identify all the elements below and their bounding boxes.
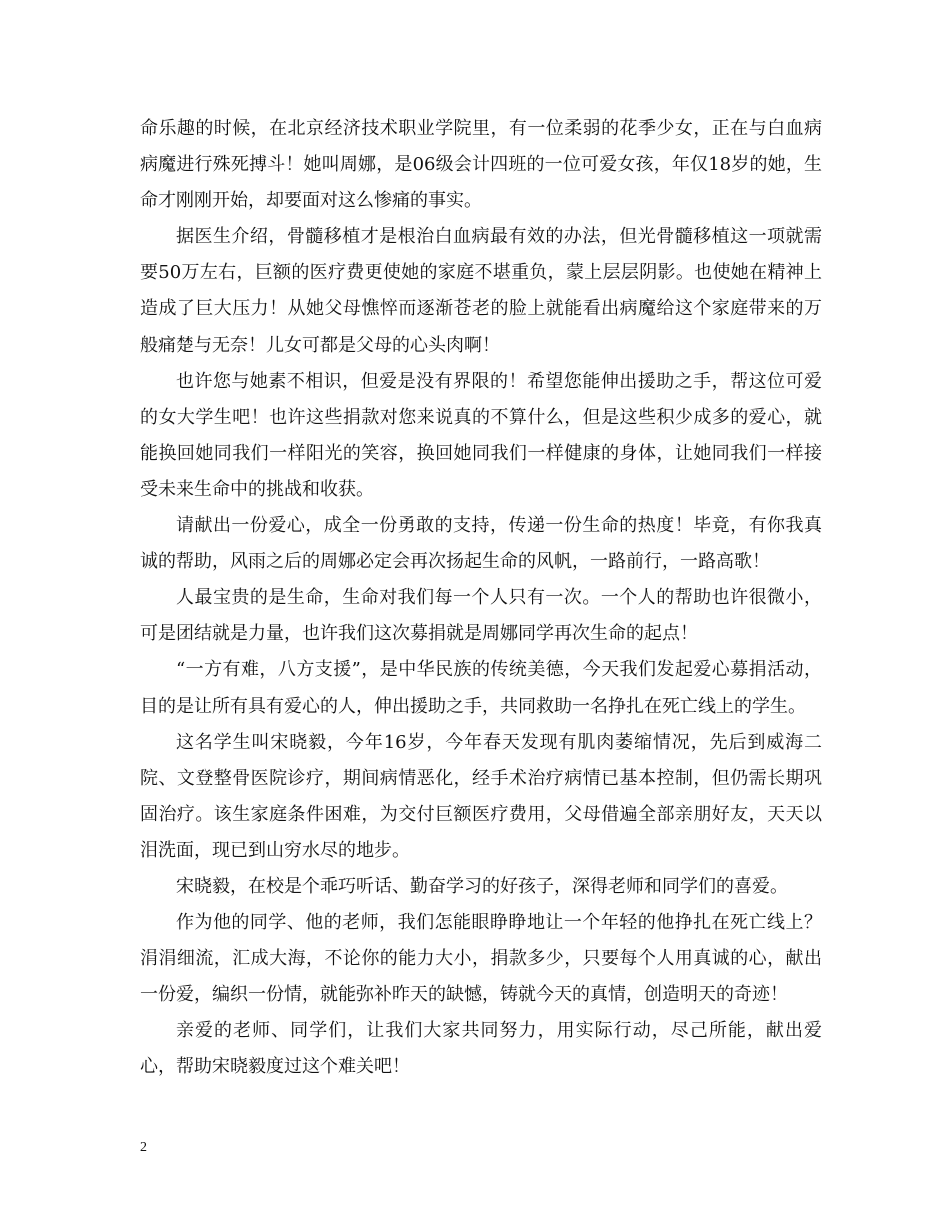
paragraph: 作为他的同学、他的老师，我们怎能眼睁睁地让一个年轻的他挣扎在死亡线上？涓涓细流，汇成大海，不论你的能力大小，捐款多少，只要每个人用真诚的心，献出一份爱，编织一份情，就能弥补昨天的缺憾，铸就今天的真情，创造明天的奇迹！	[140, 912, 822, 1006]
paragraph: “一方有难，八方支援”，是中华民族的传统美德，今天我们发起爱心募捐活动，目的是让所有具有爱心的人，伸出援助之手，共同救助一名挣扎在死亡线上的学生。	[140, 659, 822, 717]
paragraph-continued: 命乐趣的时候，在北京经济技术职业学院里，有一位柔弱的花季少女，正在与白血病病魔进行殊死搏斗！她叫周娜，是06级会计四班的一位可爱女孩，年仅18岁的她，生命才刚刚开始，却要面对这么惨痛的事实。	[140, 118, 822, 212]
paragraph: 人最宝贵的是生命，生命对我们每一个人只有一次。一个人的帮助也许很微小，可是团结就是力量，也许我们这次募捐就是周娜同学再次生命的起点！	[140, 587, 822, 645]
paragraph: 宋晓毅，在校是个乖巧听话、勤奋学习的好孩子，深得老师和同学们的喜爱。	[176, 875, 788, 897]
document-body	[140, 111, 822, 1086]
paragraph: 据医生介绍，骨髓移植才是根治白血病最有效的办法，但光骨髓移植这一项就需要50万左右，巨额的医疗费更使她的家庭不堪重负，蒙上层层阴影。也使她在精神上造成了巨大压力！从她父母憔悴而逐渐苍老的脸上就能看出病魔给这个家庭带来的万般痛楚与无奈！儿女可都是父母的心头肉啊！	[140, 226, 822, 356]
paragraph: 也许您与她素不相识，但爱是没有界限的！希望您能伸出援助之手，帮这位可爱的女大学生吧！也许这些捐款对您来说真的不算什么，但是这些积少成多的爱心，就能换回她同我们一样阳光的笑容，换回她同我们一样健康的身体，让她同我们一样接受未来生命中的挑战和收获。	[140, 370, 822, 500]
paragraph: 请献出一份爱心，成全一份勇敢的支持，传递一份生命的热度！毕竟，有你我真诚的帮助，风雨之后的周娜必定会再次扬起生命的风帆，一路前行，一路高歌！	[140, 515, 822, 573]
paragraph: 这名学生叫宋晓毅，今年16岁，今年春天发现有肌肉萎缩情况，先后到威海二院、文登整骨医院诊疗，期间病情恶化，经手术治疗病情已基本控制，但仍需长期巩固治疗。该生家庭条件困难，为交付巨额医疗费用，父母借遍全部亲朋好友，天天以泪洗面，现已到山穷水尽的地步。	[140, 731, 822, 861]
paragraph: 亲爱的老师、同学们，让我们大家共同努力，用实际行动，尽己所能，献出爱心，帮助宋晓毅度过这个难关吧！	[140, 1020, 822, 1078]
page-number: 2	[140, 1140, 147, 1155]
